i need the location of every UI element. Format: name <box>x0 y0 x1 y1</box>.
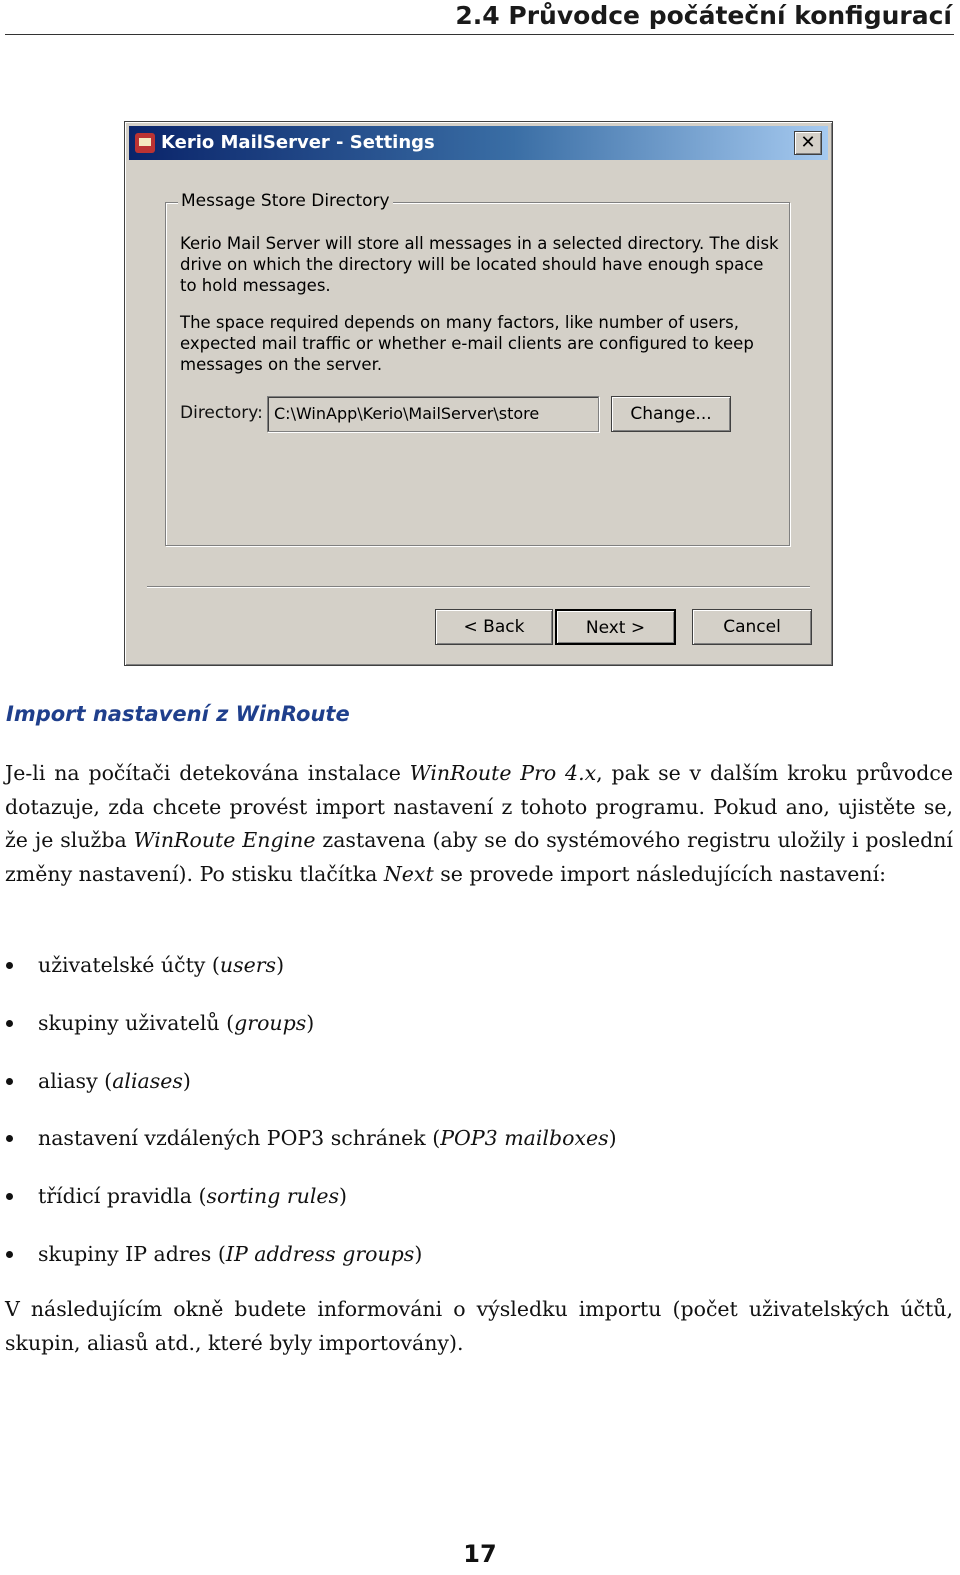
settings-dialog <box>124 121 833 666</box>
directory-field[interactable]: C:\WinApp\Kerio\MailServer\store <box>267 396 599 432</box>
p1-product: WinRoute Pro 4.x <box>409 761 597 785</box>
kerio-app-icon <box>135 133 155 153</box>
p1-text: Je-li na počítači detekována instalace <box>5 761 410 785</box>
dialog-title: Kerio MailServer - Settings <box>161 132 435 153</box>
paragraph-intro <box>5 757 953 891</box>
cancel-button[interactable]: Cancel <box>692 609 812 645</box>
list-item-text: aliasy (aliases) <box>38 1069 191 1093</box>
group-title: Message Store Directory <box>178 191 393 211</box>
bullet-icon <box>6 1020 13 1027</box>
bullet-icon <box>6 1251 13 1258</box>
p1-button-name: Next <box>383 861 434 886</box>
next-button[interactable]: Next > <box>555 609 676 645</box>
bullet-icon <box>6 962 13 969</box>
list-item-text: skupiny IP adres (IP address groups) <box>38 1242 423 1266</box>
back-button[interactable]: < Back <box>435 609 553 645</box>
list-item-text: nastavení vzdálených POP3 schránek (POP3 mailboxes) <box>38 1126 617 1150</box>
page-number: 17 <box>463 1540 497 1568</box>
paragraph-result: V následujícím okně budete informováni o výsledku importu (počet uživatelských účtů, skupin, aliasů atd., které byly importovány). <box>5 1297 953 1355</box>
p1-service: WinRoute Engine <box>133 828 316 852</box>
directory-label: Directory: <box>180 403 263 423</box>
section-heading: Import nastavení z WinRoute <box>6 702 350 726</box>
p1-text-4: se provede import následujících nastavení: <box>433 861 887 886</box>
list-item-text: uživatelské účty (users) <box>38 953 285 977</box>
running-header <box>5 0 954 35</box>
bullet-icon <box>6 1193 13 1200</box>
change-button[interactable]: Change... <box>611 396 731 432</box>
p1-text-2: , pak se v dalším kroku průvodce dotazuje, zda chcete provést import nastavení z tohoto programu. Pokud ano, ujistěte se, že je služba <box>5 761 953 852</box>
message-store-group <box>165 191 790 546</box>
list-item-text: třídicí pravidla (sorting rules) <box>38 1184 348 1208</box>
p1-text-3: zastavena (aby se do systémového registru uložily i poslední změny nastavení). Po stisku tlačítka <box>5 828 953 886</box>
chapter-title: 2.4 Průvodce počáteční konfigurací <box>455 1 952 30</box>
store-description: Kerio Mail Server will store all messages in a selected directory. The disk drive on which the directory will be located should have enough space to hold messages. <box>180 234 779 295</box>
list-item-text: skupiny uživatelů (groups) <box>38 1011 315 1035</box>
space-description: The space required depends on many factors, like number of users, expected mail traffic or whether e-mail clients are configured to keep messages on the server. <box>180 313 754 374</box>
bullet-icon <box>6 1078 13 1085</box>
close-icon[interactable]: ✕ <box>794 131 822 155</box>
dialog-separator <box>147 586 810 588</box>
bullet-icon <box>6 1135 13 1142</box>
dialog-titlebar[interactable] <box>129 126 828 160</box>
